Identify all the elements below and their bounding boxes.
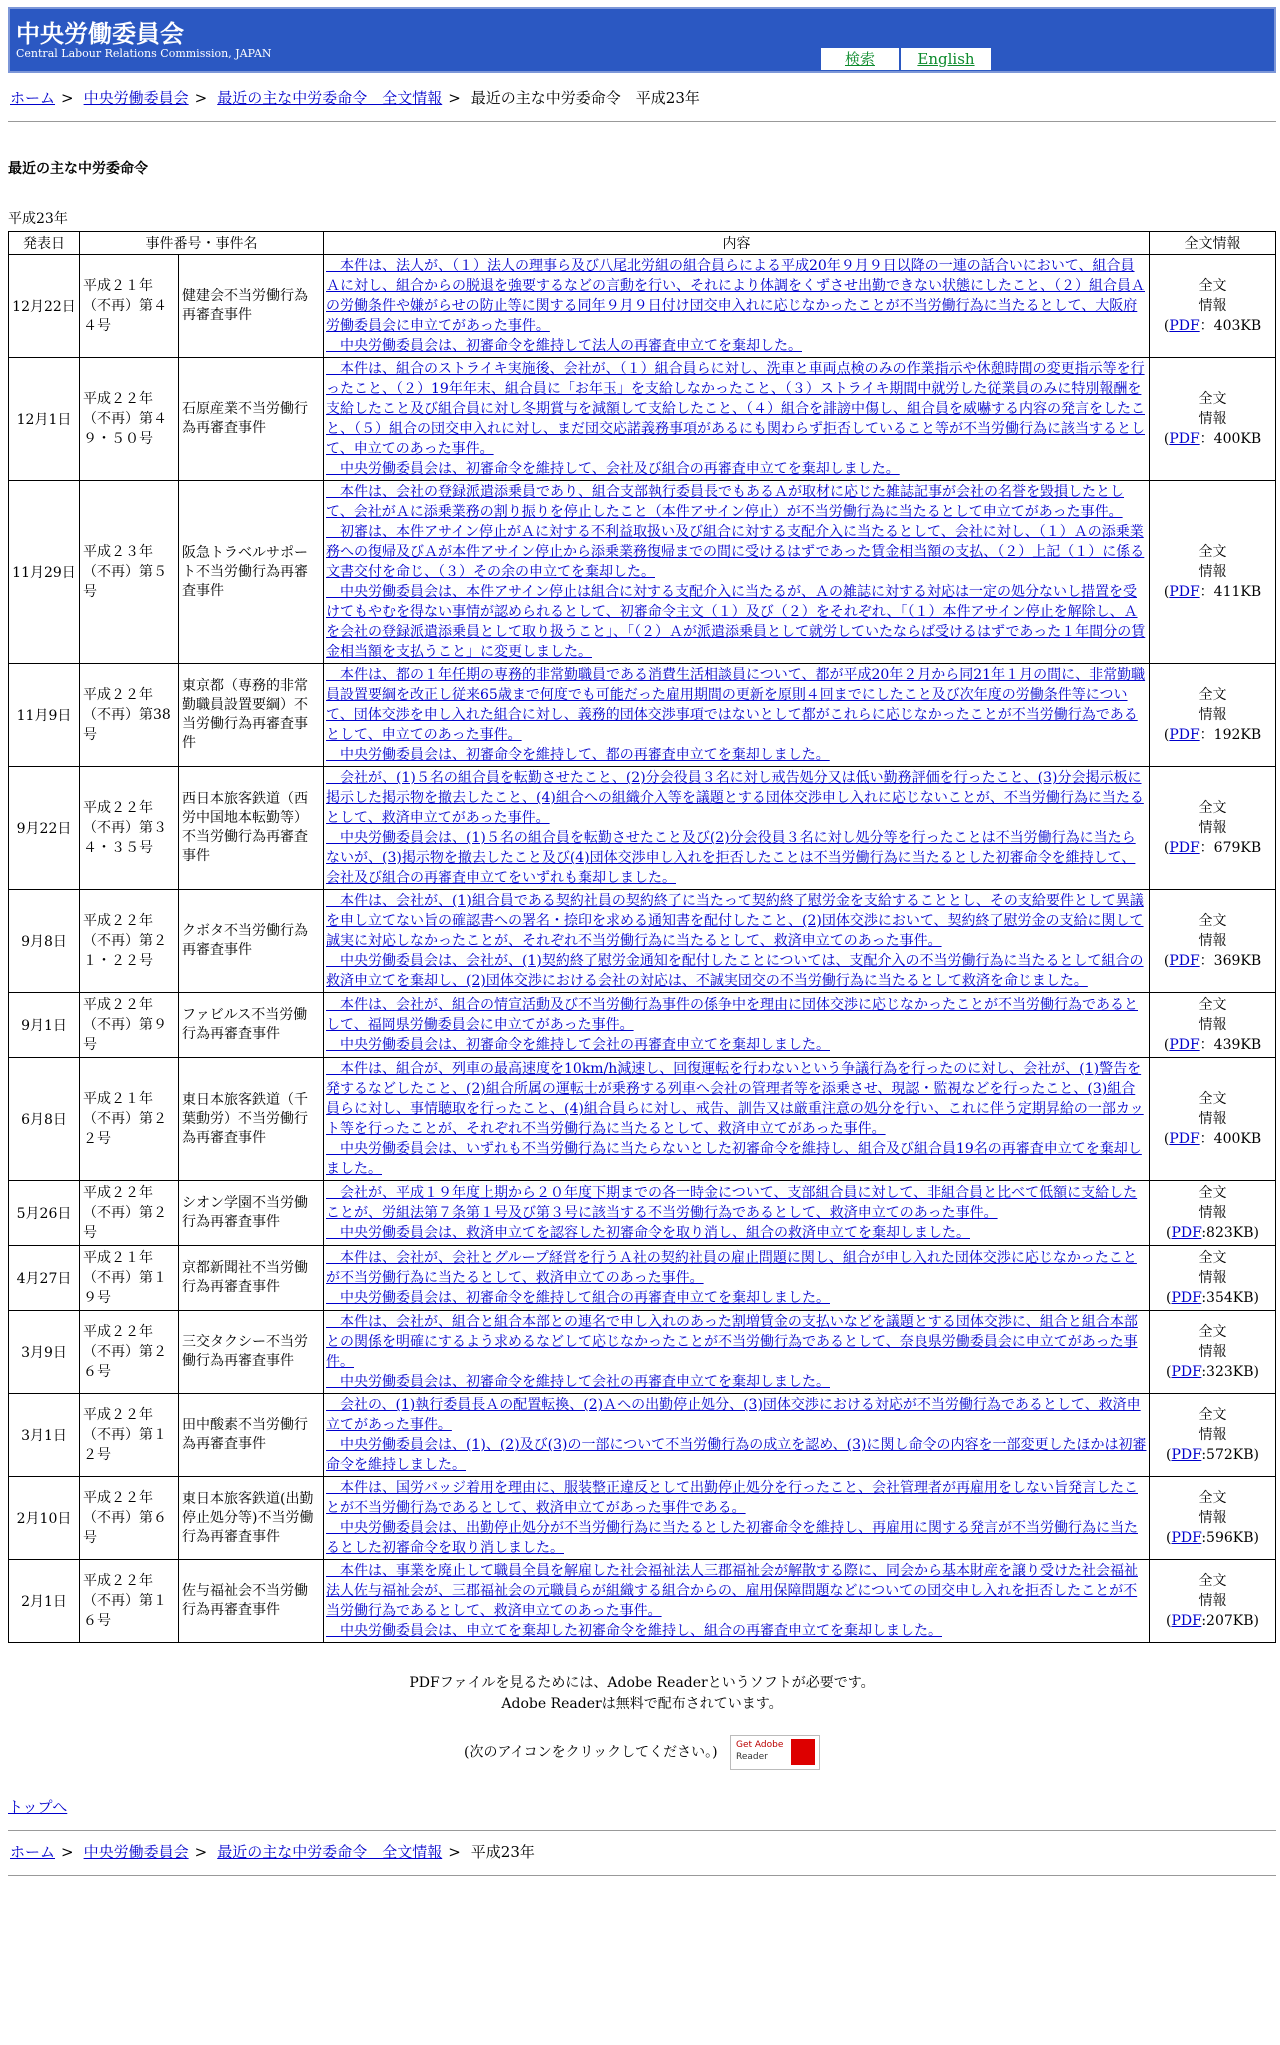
content-link[interactable]: 本件は、会社が、(1)組合員である契約社員の契約終了に当たって契約終了慰労金を支給することとし、その支給要件として異議を申し立てない旨の確認書への署名・捺印を求める通知書を配付したこと、(2)団体交渉において、契約終了慰労金の支給に関して誠実に対応しなかったことが、それぞれ不当労働行為に当たるとして、救済申立てのあった事件。 [326,893,1144,949]
row-content [324,358,1150,481]
info-label-1: 全文 [1198,997,1227,1013]
content-link[interactable]: 中央労働委員会は、出勤停止処分が不当労働行為に当たるとした初審命令を維持し、再雇用に関する発言が不当労働行為に当たるとした初審命令を取り消しました。 [326,1520,1138,1556]
table-row [9,1058,1276,1181]
content-link[interactable]: 中央労働委員会は、(1)、(2)及び(3)の一部について不当労働行為の成立を認め、(3)に関し命令の内容を一部変更したほかは初審命令を維持しました。 [326,1437,1147,1473]
info-label-1: 全文 [1198,544,1227,560]
row-date: 6月8日 [9,1058,80,1181]
info-label-2: 情報 [1198,1344,1227,1360]
pdf-size: ：439KB [1199,1037,1262,1053]
adobe-badge-line2: Reader [736,1752,768,1762]
breadcrumb-orders[interactable]: 最近の主な中労委命令 全文情報 [217,1843,443,1861]
info-label-1: 全文 [1198,1091,1227,1107]
table-row [9,358,1276,481]
column-header-fulltext: 全文情報 [1150,232,1276,255]
table-row [9,1246,1276,1311]
pdf-size: :323KB) [1201,1364,1259,1380]
page-title: 最近の主な中労委命令 [8,161,148,177]
row-content [324,1311,1150,1394]
content-link[interactable]: 本件は、会社が、組合と組合本部との連名で申し入れのあった割増賃金の支払いなどを議題とする団体交渉に、組合と組合本部との関係を明確にするよう求めるなどして応じなかったことが不当労働行為であるとして、奈良県労働委員会に申立てがあった事件。 [326,1314,1138,1370]
pdf-line: (PDF：679KB [1163,840,1262,856]
row-content [324,481,1150,664]
pdf-notice [8,1673,1276,1715]
row-content [324,767,1150,890]
row-date: 2月10日 [9,1477,80,1560]
row-fulltext-info [1150,890,1276,993]
search-button[interactable] [820,47,900,71]
info-label-2: 情報 [1198,1017,1227,1033]
breadcrumb-home[interactable]: ホーム [10,89,56,107]
breadcrumb-current: 最近の主な中労委命令 平成23年 [470,89,700,107]
row-fulltext-info [1150,1311,1276,1394]
info-label-1: 全文 [1198,1185,1227,1201]
row-case-name: 阪急トラベルサポート不当労働行為再審査事件 [179,481,324,664]
row-case-number: 平成２２年（不再）第１６号 [80,1560,179,1643]
row-date: 12月1日 [9,358,80,481]
row-date: 11月29日 [9,481,80,664]
row-fulltext-info [1150,993,1276,1058]
content-link[interactable]: 中央労働委員会は、初審命令を維持して会社の再審査申立てを棄却しました。 [326,1037,830,1053]
row-fulltext-info [1150,1246,1276,1311]
row-case-name: 東日本旅客鉄道（千葉動労）不当労働行為再審査事件 [179,1058,324,1181]
row-content [324,1477,1150,1560]
content-link[interactable]: 中央労働委員会は、申立てを棄却した初審命令を維持し、組合の再審査申立てを棄却しました。 [326,1623,942,1639]
content-link[interactable]: 中央労働委員会は、救済申立てを認容した初審命令を取り消し、組合の救済申立てを棄却しました。 [326,1225,970,1241]
column-header-content: 内容 [324,232,1150,255]
row-content [324,1560,1150,1643]
pdf-line: (PDF：400KB [1163,431,1262,447]
search-link[interactable]: 検索 [844,50,875,68]
table-body [9,255,1276,1643]
pdf-size: :207KB) [1201,1613,1259,1629]
info-label-1: 全文 [1198,1250,1227,1266]
pdf-size: ：192KB [1199,727,1262,743]
pdf-size: ：400KB [1199,1131,1262,1147]
pdf-line: (PDF：400KB [1163,1131,1262,1147]
row-content [324,890,1150,993]
adobe-badge-line1: Get Adobe [736,1740,784,1750]
pdf-line: (PDF：411KB [1163,584,1262,600]
content-link[interactable]: 本件は、組合のストライキ実施後、会社が、（１）組合員らに対し、洗車と車両点検のみの作業指示や休憩時間の変更指示等を行ったこと、（２）19年年末、組合員に「お年玉」を支給しなかったこと、（３）ストライキ期間中就労した従業員のみに特別報酬を支給したこと及び組合員に対し冬期賞与を減額して支給したこと、（４）組合を誹謗中傷し、組合員を威嚇する内容の発言をしたこと、（５）組合の団交申入れに対し、まだ団交応諾義務事項があるにも関わらず拒否していること等が不当労働行為に該当するとして、申立てのあった事件。 [326,361,1145,457]
table-header-row [9,232,1276,255]
column-header-date: 発表日 [9,232,80,255]
divider [8,1875,1276,1876]
breadcrumb-home[interactable]: ホーム [10,1843,56,1861]
row-case-number: 平成２２年（不再）第２６号 [80,1311,179,1394]
content-link[interactable]: 本件は、会社が、会社とグループ経営を行うＡ社の契約社員の雇止問題に関し、組合が申し入れた団体交渉に応じなかったことが不当労働行為に当たるとして、救済申立てのあった事件。 [326,1250,1137,1286]
breadcrumb-commission[interactable]: 中央労働委員会 [83,1843,189,1861]
row-fulltext-info [1150,1058,1276,1181]
get-adobe-reader-button[interactable] [730,1735,820,1770]
row-date: 2月1日 [9,1560,80,1643]
row-case-number: 平成２２年（不再）第２１・２２号 [80,890,179,993]
row-content [324,1181,1150,1246]
pdf-link[interactable]: PDF [1169,584,1200,600]
row-case-number: 平成２２年（不再）第38号 [80,664,179,767]
pdf-size: ：400KB [1199,431,1262,447]
pdf-line: (PDF:596KB) [1166,1530,1259,1546]
pdf-line: (PDF:207KB) [1166,1613,1259,1629]
site-subtitle: Central Labour Relations Commission, JAPAN [16,47,272,60]
info-label-1: 全文 [1198,1573,1227,1589]
row-case-name: 田中酸素不当労働行為再審査事件 [179,1394,324,1477]
row-case-number: 平成２２年（不再）第１２号 [80,1394,179,1477]
info-label-2: 情報 [1198,1111,1227,1127]
row-case-number: 平成２３年（不再）第５号 [80,481,179,664]
content-link[interactable]: 会社が、平成１９年度上期から２０年度下期までの各一時金について、支部組合員に対して、非組合員と比べて低額に支給したことが、労組法第７条第１号及び第３号に該当する不当労働行為であるとして、救済申立てのあった事件。 [326,1185,1138,1221]
row-case-name: シオン学園不当労働行為再審査事件 [179,1181,324,1246]
row-date: 11月9日 [9,664,80,767]
adobe-reader-icon [791,1739,815,1765]
breadcrumb-separator: > [194,89,208,107]
row-case-number: 平成２１年（不再）第４４号 [80,255,179,358]
info-label-1: 全文 [1198,687,1227,703]
row-case-name: 京都新聞社不当労働行為再審査事件 [179,1246,324,1311]
pdf-notice-line1: PDFファイルを見るためには、Adobe Readerというソフトが必要です。 [409,1675,875,1691]
pdf-link[interactable]: PDF [1171,1364,1202,1380]
content-link[interactable]: 中央労働委員会は、初審命令を維持して会社の再審査申立てを棄却しました。 [326,1374,830,1390]
row-date: 3月1日 [9,1394,80,1477]
content-link[interactable]: 中央労働委員会は、(1)５名の組合員を転勤させたこと及び(2)分会役員３名に対し処分等を行ったことは不当労働行為に当たらないが、(3)掲示物を撤去したこと及び(4)団体交渉申し入れを拒否したことは不当労働行為に当たるとした初審命令を維持して、会社及び組合の再審査申立てをいずれも棄却しました。 [326,830,1136,886]
back-to-top-link[interactable]: トップへ [8,1798,68,1816]
content-link[interactable]: 本件は、組合が、列車の最高速度を10km/h減速し、回復運転を行わないという争議行為を行ったのに対し、会社が、(1)警告を発するなどしたこと、(2)組合所属の運転士が乗務する列車へ会社の管理者等を添乗させ、現認・監視などを行ったこと、(3)組合員らに対し、事情聴取を行ったこと、(4)組合員らに対し、戒告、訓告又は厳重注意の処分を行い、これに伴う定期昇給の一部カット等を行ったことが、それぞれ不当労働行為に当たるとして、救済申立てがあった事件。 [326,1061,1144,1137]
info-label-1: 全文 [1198,1324,1227,1340]
pdf-link[interactable]: PDF [1169,953,1200,969]
row-fulltext-info [1150,1477,1276,1560]
info-label-2: 情報 [1198,707,1227,723]
back-to-top [8,1796,1276,1817]
table-row [9,481,1276,664]
info-label-2: 情報 [1198,1593,1227,1609]
info-label-2: 情報 [1198,411,1227,427]
table-row [9,1560,1276,1643]
breadcrumb-current: 平成23年 [470,1843,535,1861]
row-date: 4月27日 [9,1246,80,1311]
row-content [324,255,1150,358]
info-label-1: 全文 [1198,800,1227,816]
pdf-size: :354KB) [1201,1290,1259,1306]
row-fulltext-info [1150,481,1276,664]
pdf-size: ：679KB [1199,840,1262,856]
pdf-link[interactable]: PDF [1171,1225,1202,1241]
breadcrumb-commission[interactable]: 中央労働委員会 [83,89,189,107]
site-title: 中央労働委員会 [16,20,184,48]
pdf-link[interactable]: PDF [1171,1447,1202,1463]
content-link[interactable]: 会社が、(1)５名の組合員を転勤させたこと、(2)分会役員３名に対し戒告処分又は低い勤務評価を行ったこと、(3)分会掲示板に掲示した掲示物を撤去したこと、(4)組合への組織介入等を議題とする団体交渉申し入れに応じないことが、不当労働行為に当たるとして、救済申立てがあった事件。 [326,770,1144,826]
row-case-name: 東日本旅客鉄道(出勤停止処分等)不当労働行為再審査事件 [179,1477,324,1560]
row-case-number: 平成２１年（不再）第２２号 [80,1058,179,1181]
content-link[interactable]: 中央労働委員会は、本件アサイン停止は組合に対する支配介入に当たるが、Ａの雑誌に対する対応は一定の処分ないし措置を受けてもやむを得ない事情が認められるとして、初審命令主文（１）及び（２）をそれぞれ、「（１）本件アサイン停止を解除し、Ａを会社の登録派遣添乗員として取り扱うこと」、「（２）Ａが派遣添乗員として就労していたならば受けるはずであった１年間分の賃金相当額を支払うこと」に変更しました。 [326,584,1146,660]
info-label-2: 情報 [1198,1205,1227,1221]
row-case-name: 東京都（専務的非常勤職員設置要綱）不当労働行為再審査事件 [179,664,324,767]
info-label-2: 情報 [1198,1510,1227,1526]
pdf-line: (PDF:823KB) [1166,1225,1259,1241]
breadcrumb-separator: > [61,1843,74,1861]
breadcrumb-separator: > [448,1843,461,1861]
row-case-name: 健建会不当労働行為再審査事件 [179,255,324,358]
content-link[interactable]: 本件は、国労バッジ着用を理由に、服装整正違反として出勤停止処分を行ったこと、会社管理者が再雇用をしない旨発言したことが不当労働行為であるとして、救済申立てがあった事件である。 [326,1480,1138,1516]
adobe-click-line [8,1735,1276,1770]
footer-breadcrumb [8,1841,1276,1862]
pdf-link[interactable]: PDF [1171,1613,1202,1629]
row-content [324,1058,1150,1181]
info-label-2: 情報 [1198,564,1227,580]
pdf-size: :572KB) [1201,1447,1259,1463]
breadcrumb-separator: > [194,1843,208,1861]
table-row [9,1311,1276,1394]
row-date: 12月22日 [9,255,80,358]
row-date: 5月26日 [9,1181,80,1246]
row-case-number: 平成２２年（不再）第３４・３５号 [80,767,179,890]
content-link[interactable]: 中央労働委員会は、初審命令を維持して、都の再審査申立てを棄却しました。 [326,747,830,763]
pdf-link[interactable]: PDF [1169,840,1200,856]
row-case-name: 佐与福祉会不当労働行為再審査事件 [179,1560,324,1643]
year-label: 平成23年 [8,211,68,227]
pdf-line: (PDF：403KB [1163,318,1262,334]
content-link[interactable]: 本件は、会社が、組合の情宣活動及び不当労働行為事件の係争中を理由に団体交渉に応じなかったことが不当労働行為であるとして、福岡県労働委員会に申立てがあった事件。 [326,997,1138,1033]
content-link[interactable]: 本件は、会社の登録派遣添乗員であり、組合支部執行委員長でもあるＡが取材に応じた雑誌記事が会社の名誉を毀損したとして、会社がＡに添乗業務の割り振りを停止したこと（本件アサイン停止）が不当労働行為に当たるとして申立てがあった事件。 [326,484,1124,520]
row-fulltext-info [1150,255,1276,358]
info-label-2: 情報 [1198,933,1227,949]
info-label-2: 情報 [1198,820,1227,836]
pdf-link[interactable]: PDF [1169,1131,1200,1147]
pdf-line: (PDF:354KB) [1166,1290,1259,1306]
row-content [324,993,1150,1058]
page [8,7,1276,1876]
divider [8,1830,1276,1831]
row-case-number: 平成２１年（不再）第１９号 [80,1246,179,1311]
row-date: 9月1日 [9,993,80,1058]
row-case-name: ファビルス不当労働行為再審査事件 [179,993,324,1058]
pdf-size: :823KB) [1201,1225,1259,1241]
pdf-link[interactable]: PDF [1169,1037,1200,1053]
row-date: 9月8日 [9,890,80,993]
row-fulltext-info [1150,358,1276,481]
row-date: 9月22日 [9,767,80,890]
table-row [9,767,1276,890]
pdf-line: (PDF：369KB [1163,953,1262,969]
content-link[interactable]: 初審は、本件アサイン停止がＡに対する不利益取扱い及び組合に対する支配介入に当たるとして、会社に対し、（１）Ａの添乗業務への復帰及びＡが本件アサイン停止から添乗業務復帰までの間に受けるはずであった賃金相当額の支払、（２）上記（１）に係る文書交付を命じ、（３）その余の申立てを棄却した。 [326,524,1145,580]
pdf-size: :596KB) [1201,1530,1259,1546]
info-label-1: 全文 [1198,1407,1227,1423]
row-case-name: 三交タクシー不当労働行為再審査事件 [179,1311,324,1394]
pdf-line: (PDF:572KB) [1166,1447,1259,1463]
info-label-1: 全文 [1198,391,1227,407]
table-row [9,1477,1276,1560]
row-case-number: 平成２２年（不再）第４９・５０号 [80,358,179,481]
content-link[interactable]: 中央労働委員会は、会社が、(1)契約終了慰労金通知を配付したことについては、支配介入の不当労働行為に当たるとして組合の救済申立てを棄却し、(2)団体交渉における会社の対応は、不誠実団交の不当労働行為に当たるとして救済を命じました。 [326,953,1144,989]
content-link[interactable]: 会社の、(1)執行委員長Ａの配置転換、(2)Ａへの出勤停止処分、(3)団体交渉における対応が不当労働行為であるとして、救済申立てがあった事件。 [326,1397,1141,1433]
row-case-number: 平成２２年（不再）第９号 [80,993,179,1058]
breadcrumb [8,87,1276,108]
row-content [324,664,1150,767]
orders-table [8,231,1276,1643]
content-link[interactable]: 本件は、法人が、（１）法人の理事ら及び八尾北労組の組合員らによる平成20年９月９日以降の一連の話合いにおいて、組合員Ａに対し、組合からの脱退を強要するなどの言動を行い、それにより体調をくずさせ出勤できない状態にしたこと、（２）組合員Ａの労働条件や嫌がらせの防止等に関する同年９月９日付け団交申入れに応じなかったことが不当労働行為に当たるとして、大阪府労働委員会に申立てがあった事件。 [326,258,1145,334]
content-link[interactable]: 中央労働委員会は、初審命令を維持して組合の再審査申立てを棄却しました。 [326,1290,830,1306]
row-fulltext-info [1150,1560,1276,1643]
pdf-size: ：403KB [1199,318,1262,334]
info-label-2: 情報 [1198,1427,1227,1443]
row-fulltext-info [1150,1394,1276,1477]
info-label-1: 全文 [1198,913,1227,929]
row-fulltext-info [1150,1181,1276,1246]
row-case-number: 平成２２年（不再）第２号 [80,1181,179,1246]
table-row [9,1394,1276,1477]
breadcrumb-separator: > [61,89,74,107]
table-row [9,255,1276,358]
english-button[interactable] [900,47,992,71]
row-date: 3月9日 [9,1311,80,1394]
pdf-size: ：369KB [1199,953,1262,969]
pdf-line: (PDF:323KB) [1166,1364,1259,1380]
info-label-1: 全文 [1198,278,1227,294]
row-content [324,1394,1150,1477]
pdf-link[interactable]: PDF [1171,1530,1202,1546]
row-case-name: クボタ不当労働行為再審査事件 [179,890,324,993]
english-link[interactable]: English [917,50,975,68]
info-label-2: 情報 [1198,298,1227,314]
pdf-size: ：411KB [1199,584,1262,600]
pdf-link[interactable]: PDF [1171,1290,1202,1306]
pdf-link[interactable]: PDF [1169,431,1200,447]
row-fulltext-info [1150,767,1276,890]
row-case-name: 西日本旅客鉄道（西労中国地本転勤等）不当労働行為再審査事件 [179,767,324,890]
breadcrumb-orders[interactable]: 最近の主な中労委命令 全文情報 [217,89,443,107]
divider [8,121,1276,122]
adobe-click-text: (次のアイコンをクリックしてください。) [464,1744,718,1761]
column-header-case: 事件番号・事件名 [80,232,324,255]
row-fulltext-info [1150,664,1276,767]
pdf-link[interactable]: PDF [1169,318,1200,334]
breadcrumb-separator: > [448,89,461,107]
info-label-2: 情報 [1198,1270,1227,1286]
content-link[interactable]: 中央労働委員会は、初審命令を維持して法人の再審査申立てを棄却した。 [326,338,802,354]
table-row [9,993,1276,1058]
site-header [8,7,1276,73]
pdf-line: (PDF：192KB [1163,727,1262,743]
content-link[interactable]: 本件は、都の１年任期の専務的非常勤職員である消費生活相談員について、都が平成20年２月から同21年１月の間に、非常勤職員設置要綱を改正し従来65歳まで何度でも可能だった雇用期間の更新を原則４回までにしたこと及び次年度の労働条件等について、団体交渉を申し入れた組合に対し、義務的団体交渉事項ではないとして都がこれらに応じなかったことが不当労働行為であるとして、申立てのあった事件。 [326,667,1146,743]
pdf-notice-line2: Adobe Readerは無料で配布されています。 [501,1696,783,1712]
info-label-1: 全文 [1198,1490,1227,1506]
table-row [9,1181,1276,1246]
row-case-number: 平成２２年（不再）第６号 [80,1477,179,1560]
pdf-line: (PDF：439KB [1163,1037,1262,1053]
pdf-link[interactable]: PDF [1169,727,1200,743]
content-link[interactable]: 本件は、事業を廃止して職員全員を解雇した社会福祉法人三郡福祉会が解散する際に、同会から基本財産を譲り受けた社会福祉法人佐与福祉会が、三郡福祉会の元職員らが組織する組合からの、雇用保障問題などについての団交申し入れを拒否したことが不当労働行為であるとして、救済申立てのあった事件。 [326,1563,1138,1619]
row-content [324,1246,1150,1311]
table-row [9,664,1276,767]
row-case-name: 石原産業不当労働行為再審査事件 [179,358,324,481]
content-link[interactable]: 中央労働委員会は、初審命令を維持して、会社及び組合の再審査申立てを棄却しました。 [326,461,900,477]
content-link[interactable]: 中央労働委員会は、いずれも不当労働行為に当たらないとした初審命令を維持し、組合及び組合員19名の再審査申立てを棄却しました。 [326,1141,1142,1177]
table-row [9,890,1276,993]
